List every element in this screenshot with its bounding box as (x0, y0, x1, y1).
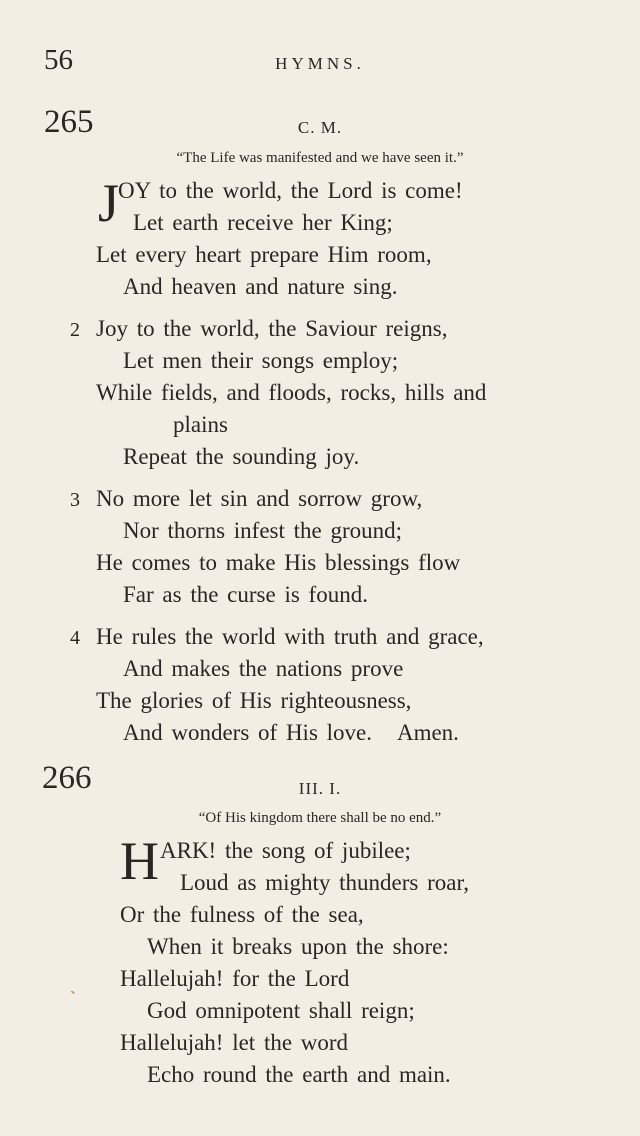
hymn-265-line-3: Let every heart prepare Him room, (96, 242, 432, 267)
margin-pencil-mark: ˏ (70, 974, 76, 994)
hymn-266-line-3: Or the fulness of the sea, (120, 902, 364, 927)
hymn-265-line-2: Let earth receive her King; (133, 210, 393, 235)
hymn-266-line-2: Loud as mighty thunders roar, (180, 870, 469, 895)
hymn-number-266: 266 (42, 760, 92, 796)
hymn-265-verse-4-line-4: And wonders of His love. Amen. (123, 720, 459, 745)
hymn-265-verse-3-line-4: Far as the curse is found. (123, 582, 368, 607)
hymn-266-line-1: ARK! the song of jubilee; (160, 838, 411, 863)
hymn-265-epigraph: “The Life was manifested and we have seen it.” (176, 150, 464, 166)
hymn-266-line-8: Echo round the earth and main. (147, 1062, 451, 1087)
hymn-266-epigraph: “Of His kingdom there shall be no end.” (198, 810, 442, 826)
hymn-266-dropcap: H (120, 831, 159, 891)
hymn-265-verse-number-2: 2 (70, 319, 80, 341)
hymn-number-265: 265 (44, 104, 94, 140)
hymn-266-line-6: God omnipotent shall reign; (147, 998, 415, 1023)
hymn-265-line-4: And heaven and nature sing. (123, 274, 398, 299)
hymn-266-line-4: When it breaks upon the shore: (147, 934, 449, 959)
hymn-265-verse-4-line-3: The glories of His righteousness, (96, 688, 412, 713)
hymn-265-verse-3-line-1: No more let sin and sorrow grow, (96, 486, 423, 511)
hymn-266-line-5: Hallelujah! for the Lord (120, 966, 350, 991)
hymn-265-verse-number-4: 4 (70, 627, 80, 649)
hymn-265-verse-4-line-2: And makes the nations prove (123, 656, 404, 681)
hymn-265-verse-2-line-1: Joy to the world, the Saviour reigns, (96, 316, 448, 341)
hymn-265-verse-number-3: 3 (70, 489, 80, 511)
page-number: 56 (44, 44, 73, 76)
hymn-265-verse-2-line-2: Let men their songs employ; (123, 348, 399, 373)
hymn-266-line-7: Hallelujah! let the word (120, 1030, 349, 1055)
hymn-265-verse-2-line-3: While fields, and floods, rocks, hills and (96, 380, 487, 405)
running-head: HYMNS. (275, 54, 365, 73)
hymn-265-dropcap: J (98, 173, 120, 233)
hymn-265-verse-2-line-4: Repeat the sounding joy. (123, 444, 360, 469)
hymn-266-meter: III. I. (298, 779, 342, 798)
hymn-265-meter: C. M. (297, 118, 343, 137)
hymn-265-verse-2-line-3-cont: plains (173, 412, 228, 437)
hymn-265-verse-3-line-2: Nor thorns infest the ground; (123, 518, 403, 543)
hymn-265-line-1: OY to the world, the Lord is come! (118, 178, 463, 203)
hymn-265-verse-3-line-3: He comes to make His blessings flow (96, 550, 461, 575)
hymn-265-verse-4-line-1: He rules the world with truth and grace, (96, 624, 484, 649)
